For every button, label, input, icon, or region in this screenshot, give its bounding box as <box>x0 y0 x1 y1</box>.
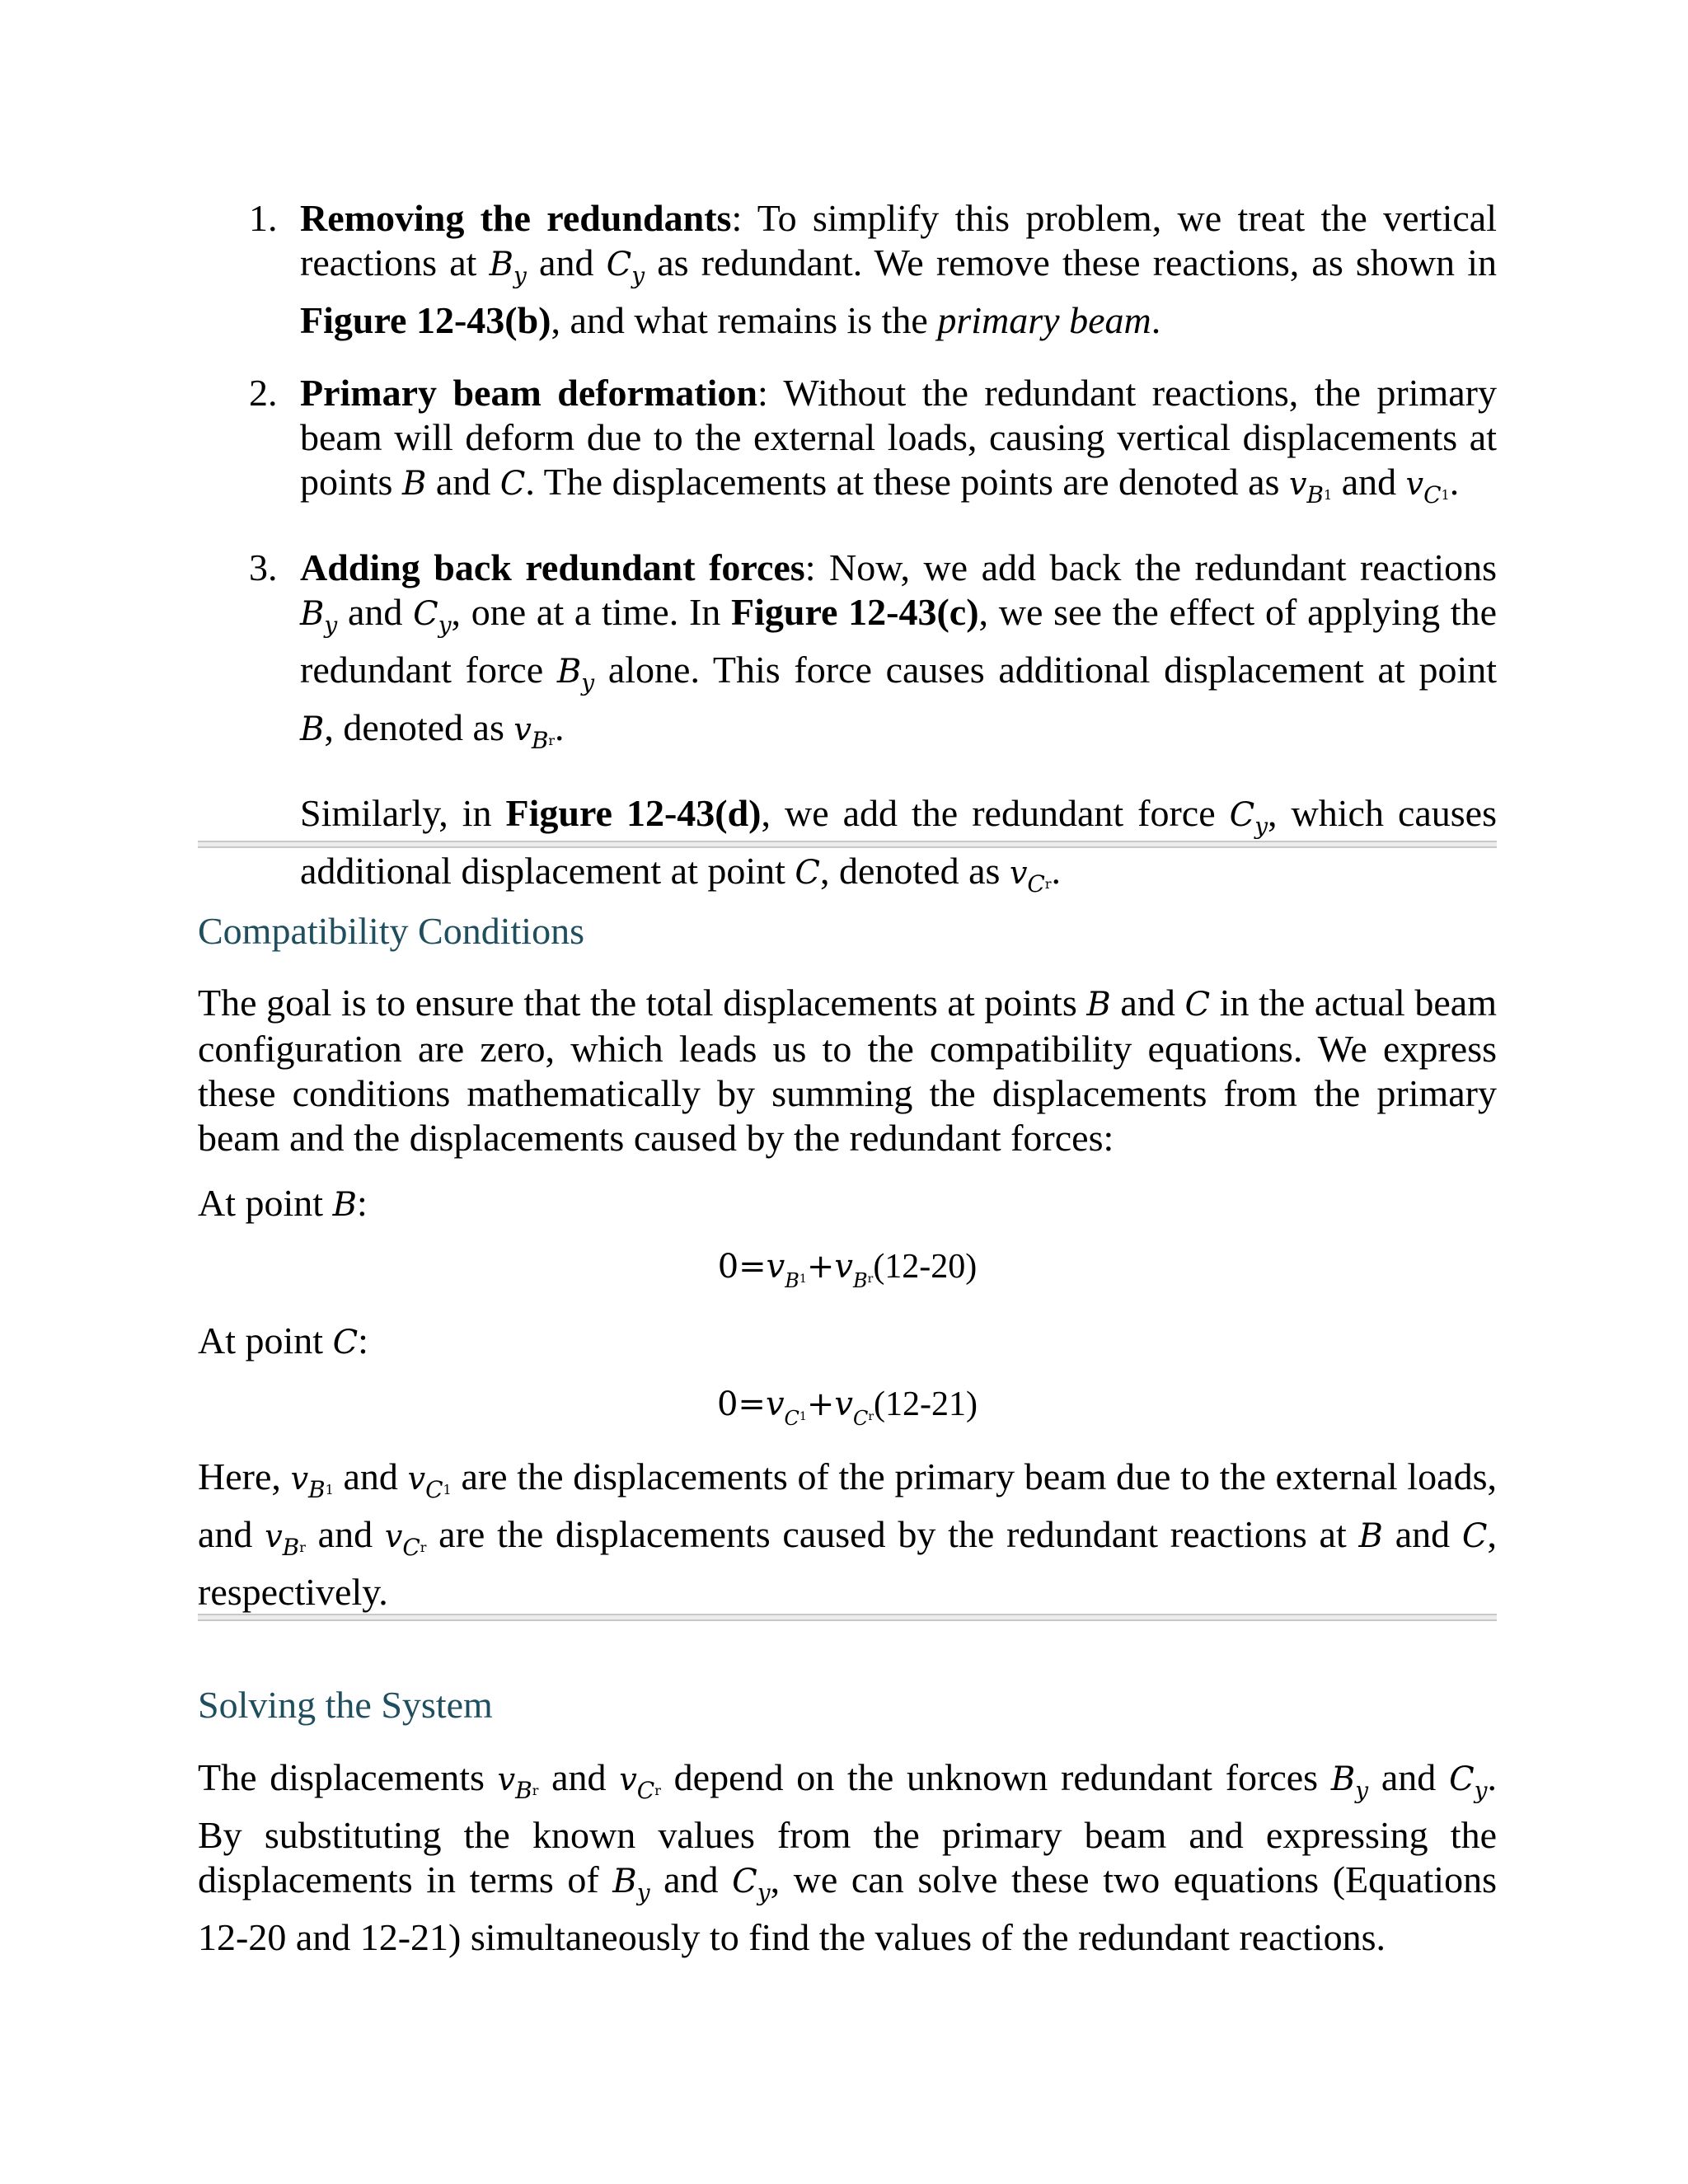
list-item-subparagraph: Similarly, in Figure 12-43(d), we add the redundant force $C_y$, which causes additional displacement at point C, denoted as $v_Cr$. <box>300 792 1497 898</box>
list-item <box>198 196 1497 343</box>
equation-12-20: $0=v_B1+v_Br(12-20)$ <box>717 1248 978 1292</box>
var-B: B <box>489 246 514 284</box>
figure-ref: Figure 12-43(d) <box>505 792 762 834</box>
paragraph: At point C: <box>198 1319 368 1361</box>
step-lead: Adding back redundant forces <box>300 546 805 588</box>
list-item-text: Removing the redundants: To simplify this problem, we treat the vertical reactions at $B_y$ and $C_y$ as redundant. We remove these reactions, as shown in Figure 12-43(b), and what remains is the primary beam. <box>300 197 1498 341</box>
emphasis: primary beam <box>937 299 1151 341</box>
figure-ref: Figure 12-43(c) <box>730 591 979 633</box>
paragraph: At point B: <box>198 1182 368 1224</box>
paragraph: The goal is to ensure that the total displacements at points B and C in the actual beam configuration are zero, which leads us to the compatibility equations. We express these conditions mathematically by summing the displacements from the primary beam and the displacements caused by the redundant forces: <box>198 982 1497 1159</box>
list-item <box>198 371 1497 518</box>
section-heading-compatibility: Compatibility Conditions <box>198 910 584 952</box>
equation-number: (12-20) <box>873 1248 978 1286</box>
section-heading-solving: Solving the System <box>198 1684 493 1726</box>
equation-12-21: $0=v_C1+v_Cr(12-21)$ <box>716 1385 978 1430</box>
list-item-text: Primary beam deformation: Without the redundant reactions, the primary beam will deform due to the external loads, causing vertical displacements at points B and C. The displacements at these points are denoted as $v_B1$ and $v_C1$. <box>300 372 1497 509</box>
paragraph: The displacements $v_Br$ and $v_Cr$ depend on the unknown redundant forces $B_y$ and $C_y$. By substituting the known values from the primary beam and expressing the displacements in terms of $B_y$ and $C_y$, we can solve these two equations (Equations 12-20 and 12-21) simultaneously to find the values of the redundant reactions. <box>198 1756 1497 1958</box>
paragraph: Here, $v_B1$ and $v_C1$ are the displacements of the primary beam due to the external loads, and $v_Br$ and $v_Cr$ are the displacements caused by the redundant reactions at B and C, respectively. <box>198 1455 1497 1613</box>
horizontal-rule <box>198 841 1497 848</box>
equation-number: (12-21) <box>874 1385 978 1423</box>
horizontal-rule <box>198 1614 1497 1621</box>
steps-list <box>198 196 1497 935</box>
list-item-text: Adding back redundant forces: Now, we add back the redundant reactions $B_y$ and $C_y$, one at a time. In Figure 12-43(c), we see the effect of applying the redundant force $B_y$ alone. This force causes additional displacement at point B, denoted as $v_Br$. <box>300 546 1498 754</box>
list-number: 2. <box>249 372 278 414</box>
step-lead: Removing the redundants <box>300 197 732 239</box>
figure-ref: Figure 12-43(b) <box>300 299 551 341</box>
var-C: C <box>606 246 632 284</box>
list-number: 3. <box>249 546 278 588</box>
list-item <box>198 546 1497 907</box>
step-lead: Primary beam deformation <box>300 372 757 414</box>
list-number: 1. <box>249 197 278 239</box>
